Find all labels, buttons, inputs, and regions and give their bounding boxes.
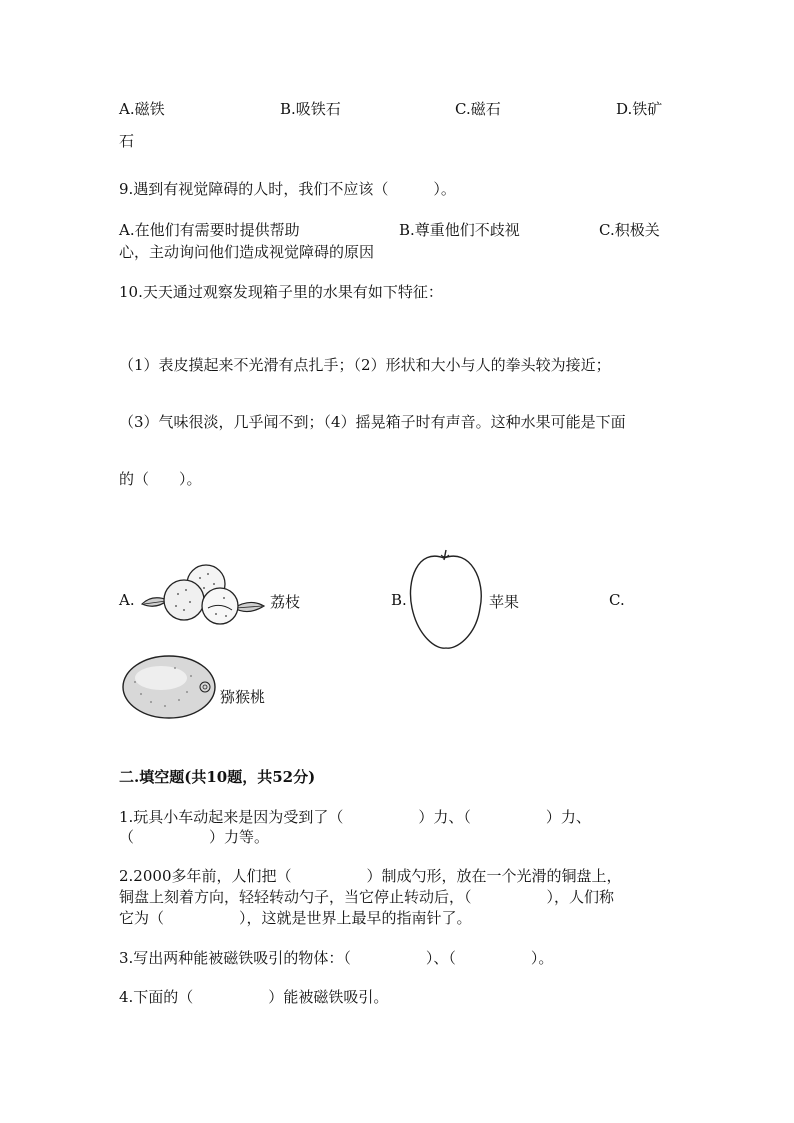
fill-q2-line-3: 它为（ ），这就是世界上最早的指南针了。: [119, 909, 472, 927]
q8-option-b: B.吸铁石: [280, 100, 341, 118]
section-2-title: 二.填空题(共10题，共52分): [119, 768, 316, 786]
q8-option-d-wrap: 石: [119, 132, 135, 150]
q9-option-c-wrap: 心，主动询问他们造成视觉障碍的原因: [119, 243, 375, 261]
fill-q1-line-1: 1.玩具小车动起来是因为受到了（ ）力、（ ）力、: [119, 808, 591, 826]
q10-feature-line-1: （1）表皮摸起来不光滑有点扎手；（2）形状和大小与人的拳头较为接近；: [119, 356, 611, 374]
q10-feature-line-2: （3）气味很淡，几乎闻不到；（4）摇晃箱子时有声音。这种水果可能是下面: [119, 413, 626, 431]
fill-q2-line-2: 铜盘上刻着方向，轻轻转动勺子，当它停止转动后，（ ），人们称: [119, 888, 615, 906]
q8-option-d: D.铁矿: [616, 100, 663, 118]
q8-option-a: A.磁铁: [119, 100, 165, 118]
q9-stem: 9.遇到有视觉障碍的人时，我们不应该（ ）。: [119, 180, 456, 198]
q10-option-a-letter: A.: [119, 591, 135, 609]
apple-icon: [408, 546, 484, 656]
q9-option-a: A.在他们有需要时提供帮助: [119, 221, 300, 239]
q8-option-c: C.磁石: [455, 100, 501, 118]
lychee-icon: [138, 560, 268, 630]
q10-option-b-name: 苹果: [489, 593, 520, 611]
q10-option-b-letter: B.: [391, 591, 407, 609]
fill-q4: 4.下面的（ ）能被磁铁吸引。: [119, 988, 389, 1006]
q10-option-c-name: 猕猴桃: [220, 688, 266, 706]
q10-option-c-letter: C.: [609, 591, 625, 609]
q10-stem: 10.天天通过观察发现箱子里的水果有如下特征：: [119, 283, 443, 301]
kiwi-icon: [121, 654, 221, 720]
q9-option-b: B.尊重他们不歧视: [399, 221, 520, 239]
fill-q1-line-2: （ ）力等。: [119, 828, 270, 846]
fill-q3: 3.写出两种能被磁铁吸引的物体：（ ）、（ ）。: [119, 949, 554, 967]
q10-option-a-name: 荔枝: [270, 593, 301, 611]
fill-q2-line-1: 2.2000多年前，人们把（ ）制成勺形，放在一个光滑的铜盘上，: [119, 867, 622, 885]
q10-feature-line-3: 的（ ）。: [119, 470, 202, 488]
q9-option-c: C.积极关: [599, 221, 660, 239]
